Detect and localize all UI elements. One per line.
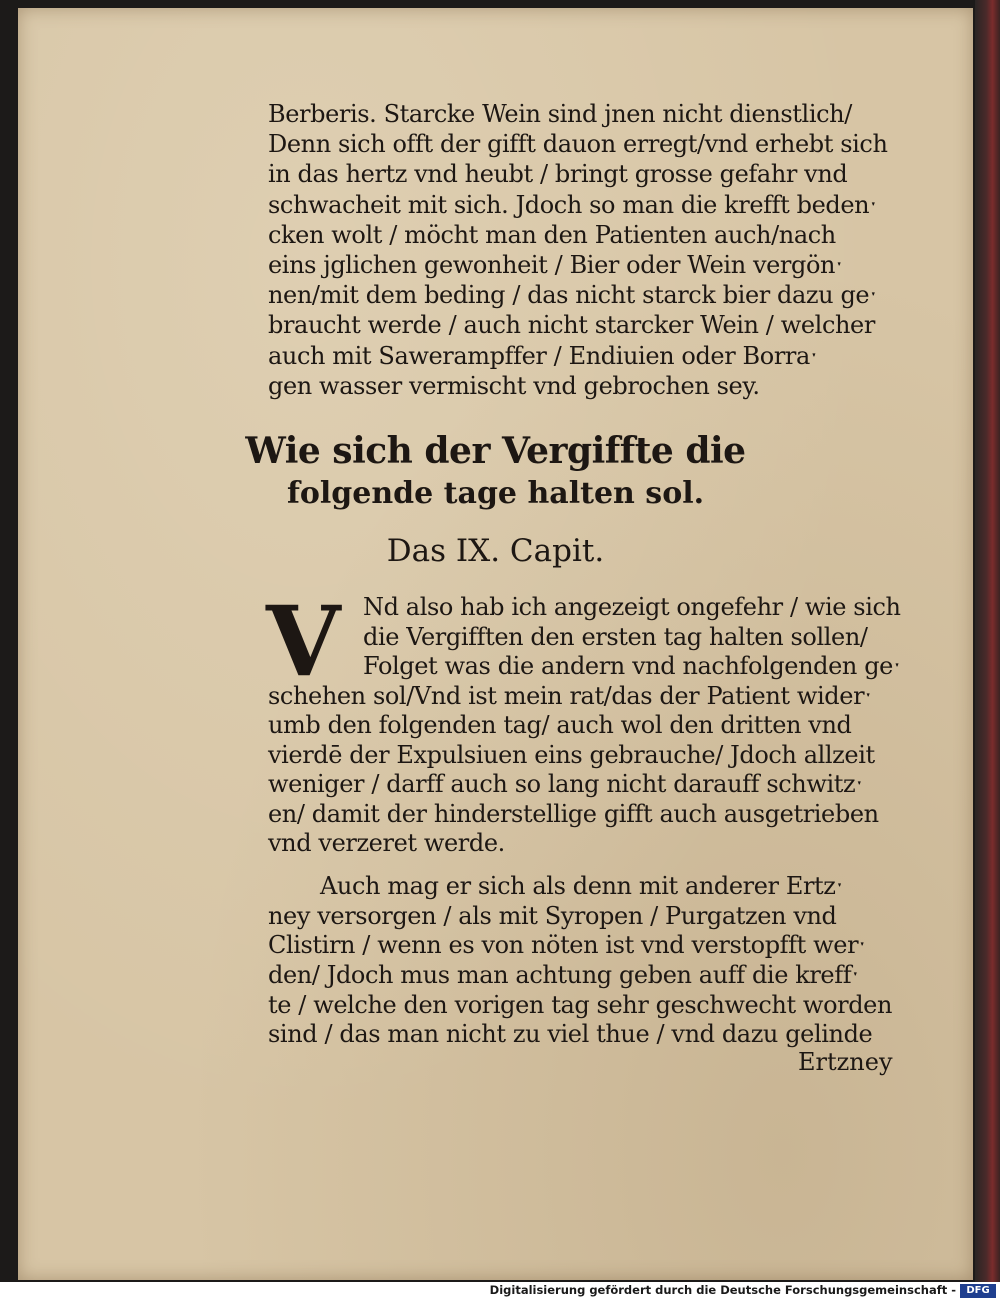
text-line: nen/mit dem beding / das nicht starck bier dazu geˑ	[268, 281, 877, 310]
text-line: eins jglichen gewonheit / Bier oder Wein vergönˑ	[268, 250, 843, 279]
text-line: gen wasser vermischt vnd gebrochen sey.	[268, 371, 760, 400]
text-line: vnd verzeret werde.	[268, 829, 505, 857]
text-line: umb den folgenden tag/ auch wol den dritten vnd	[268, 711, 852, 739]
chapter-title-line-1: Wie sich der Vergiffte die	[245, 430, 746, 472]
text-line: en/ damit der hinderstellige gifft auch ausgetrieben	[268, 799, 879, 828]
text-line: auch mit Sawerampffer / Endiuien oder Borraˑ	[268, 341, 818, 370]
text-line: Clistirn / wenn es von nöten ist vnd verstopfft werˑ	[268, 931, 866, 960]
paragraph-3	[268, 872, 908, 1050]
footer-bar	[0, 1282, 1000, 1300]
text-line: schwacheit mit sich. Jdoch so man die krefft bedenˑ	[268, 190, 877, 219]
text-line: vierdē der Expulsiuen eins gebrauche/ Jdoch allzeit	[268, 740, 875, 769]
funding-credit: Digitalisierung gefördert durch die Deutsche Forschungsgemeinschaft -	[489, 1283, 956, 1297]
text-line: weniger / darff auch so lang nicht darauff schwitzˑ	[268, 770, 863, 798]
book-page	[18, 8, 973, 1280]
book-edge	[975, 0, 1000, 1282]
text-line: die Vergifften den ersten tag halten sollen/	[363, 622, 868, 651]
catchword: Ertzney	[798, 1048, 893, 1076]
text-line: te / welche den vorigen tag sehr geschwecht worden	[268, 990, 893, 1019]
text-line: in das hertz vnd heubt / bringt grosse gefahr vnd	[268, 160, 848, 189]
text-line: den/ Jdoch mus man achtung geben auff die kreffˑ	[268, 961, 859, 990]
text-line: sind / das man nicht zu viel thue / vnd dazu gelinde	[268, 1020, 873, 1049]
decorated-initial: V	[266, 585, 341, 698]
text-line: Auch mag er sich als denn mit anderer Ertzˑ	[320, 872, 844, 900]
text-line: schehen sol/Vnd ist mein rat/das der Patient widerˑ	[268, 681, 872, 710]
text-line: Berberis. Starcke Wein sind jnen nicht dienstlich/	[268, 100, 852, 128]
text-line: Nd also hab ich angezeigt ongefehr / wie sich	[363, 593, 901, 621]
dfg-logo: DFG	[960, 1284, 996, 1298]
chapter-number: Das IX. Capit.	[386, 533, 605, 569]
text-line: Denn sich offt der gifft dauon erregt/vnd erhebt sich	[268, 130, 888, 159]
text-line: cken wolt / möcht man den Patienten auch/nach	[268, 220, 836, 249]
paragraph-2	[266, 585, 908, 859]
chapter-title-line-2: folgende tage halten sol.	[286, 476, 705, 511]
text-line: ney versorgen / als mit Syropen / Purgatzen vnd	[268, 901, 837, 930]
text-line: braucht werde / auch nicht starcker Wein / welcher	[268, 311, 875, 340]
paragraph-1	[268, 99, 908, 401]
text-line: Folget was die andern vnd nachfolgenden geˑ	[363, 652, 901, 680]
